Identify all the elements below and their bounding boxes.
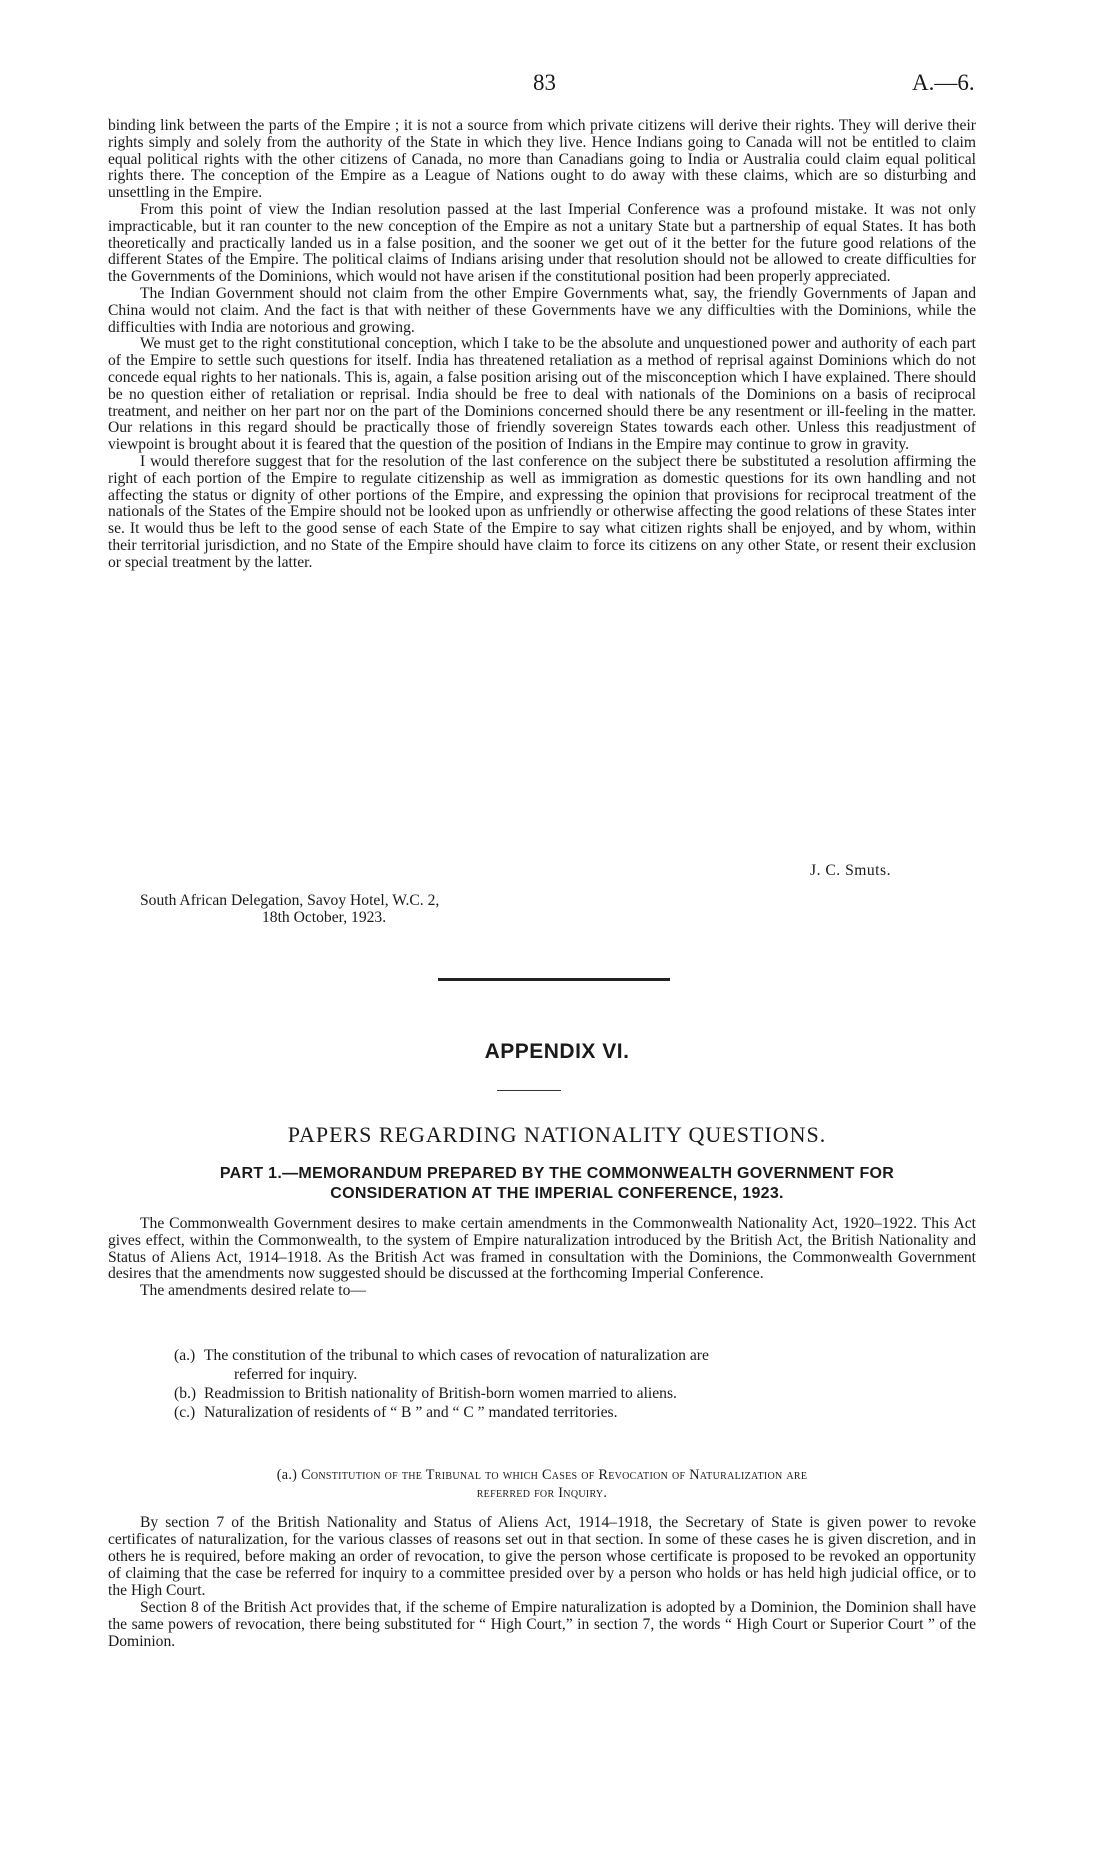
address-line: South African Delegation, Savoy Hotel, W.C. 2, bbox=[140, 892, 440, 909]
section-label: (a.) bbox=[276, 1467, 298, 1483]
smuts-memorandum-text bbox=[108, 118, 976, 572]
paragraph: I would therefore suggest that for the resolution of the last conference on the subject there be substituted a resolution affirming the right of each portion of the Empire to regulate citizenship as well as immigration as domestic questions for its own handling and not affecting the status or dignity of other portions of the Empire, and expressing the opinion that provisions for reciprocal treatment of the nationals of the States of the Empire should not be looked upon as unfriendly or otherwise affecting the good relations of these States inter se. It would thus be left to the good sense of each State of the Empire to say what citizen rights shall be enjoyed, and by whom, within their territorial jurisdiction, and no State of the Empire should have claim to force its citizens on any other State, or resent their exclusion or special treatment by the latter. bbox=[108, 452, 976, 571]
paragraph: From this point of view the Indian resolution passed at the last Imperial Conference was a profound mistake. It was not only impracticable, but it ran counter to the new conception of the Empire as not a unitary State but a partnership of equal States. It has both theoretically and practically landed us in a false position, and the sooner we get out of it the better for the future good relations of the different States of the Empire. The political claims of Indians arising under that resolution should not be allowed to create difficulties for the Governments of the Dominions, which would not have arisen if the constitutional position had been properly appreciated. bbox=[108, 200, 976, 286]
part-title bbox=[100, 1164, 1014, 1204]
list-item bbox=[174, 1346, 974, 1365]
paragraph: The Indian Government should not claim from the other Empire Governments what, say, the friendly Governments of Japan and China would not claim. And the fact is that with neither of these Governments have we any difficulties with the Dominions, while the difficulties with India are notorious and growing. bbox=[108, 284, 976, 336]
address-block bbox=[140, 892, 439, 926]
section-heading-line: referred for Inquiry. bbox=[476, 1485, 608, 1501]
part-title-line: CONSIDERATION AT THE IMPERIAL CONFERENCE, 1923. bbox=[330, 1185, 784, 1202]
section-heading-line: Constitution of the Tribunal to which Cases of Revocation of Naturalization are bbox=[301, 1467, 808, 1483]
list-item bbox=[174, 1384, 974, 1403]
paragraph: By section 7 of the British Nationality and Status of Aliens Act, 1914–1918, the Secretary of State is given power to revoke certificates of naturalization, for the various classes of reasons set out in that section. In some of these cases he is given discretion, and in others he is required, before making an order of revocation, to give the person whose certificate is proposed to be revoked an opportunity of claiming that the case be referred for inquiry to a committee presided over by a person who holds or has held high judicial office, or to the High Court. bbox=[108, 1514, 976, 1599]
commonwealth-memo-text bbox=[108, 1216, 976, 1300]
paragraph: binding link between the parts of the Empire ; it is not a source from which private citizens will derive their rights. They will derive their rights simply and solely from the authority of the State in which they live. Hence Indians going to Canada will not be entitled to claim equal political rights with the other citizens of Canada, no more than Canadians going to India or Australia could claim equal political rights there. The conception of the Empire as a League of Nations ought to do away with these claims, which are so disturbing and unsettling in the Empire. bbox=[108, 117, 976, 202]
list-text: Naturalization of residents of “ B ” and “ C ” mandated territories. bbox=[204, 1404, 618, 1421]
appendix-heading: APPENDIX VI. bbox=[484, 1040, 630, 1063]
section-text bbox=[108, 1514, 976, 1650]
signature: J. C. Smuts. bbox=[810, 862, 891, 879]
list-label: (a.) bbox=[174, 1347, 196, 1364]
paragraph: The amendments desired relate to— bbox=[140, 1282, 367, 1300]
list-item bbox=[174, 1403, 974, 1422]
part-title-line: PART 1.—MEMORANDUM PREPARED BY THE COMMONWEALTH GOVERNMENT FOR bbox=[219, 1165, 895, 1182]
list-label: (b.) bbox=[174, 1385, 197, 1402]
paragraph: Section 8 of the British Act provides that, if the scheme of Empire naturalization is adopted by a Dominion, the Dominion shall have the same powers of revocation, there being substituted for “ High Court,” in section 7, the words “ High Court or Superior Court ” of the Dominion. bbox=[108, 1599, 976, 1650]
amendments-list bbox=[174, 1346, 974, 1422]
paragraph: We must get to the right constitutional conception, which I take to be the absolute and unquestioned power and authority of each part of the Empire to settle such questions for itself. India has threatened retaliation as a method of reprisal against Dominions which do not concede equal rights to her nationals. This is, again, a false position arising out of the misconception which I have explained. There should be no question either of retaliation or reprisal. India should be free to deal with nationals of the Dominions on a basis of reciprocal treatment, and neither on her part nor on the part of the Dominions concerned should there be any resentment or ill-feeling in the matter. Our relations in this regard should be practically those of friendly sovereign States towards each other. Unless this readjustment of viewpoint is brought about it is feared that the question of the position of Indians in the Empire may continue to grow in gravity. bbox=[108, 335, 976, 454]
paragraph: The Commonwealth Government desires to make certain amendments in the Commonwealth Nationality Act, 1920–1922. This Act gives effect, within the Commonwealth, to the system of Empire naturalization introduced by the British Act, the British Nationality and Status of Aliens Act, 1914–1918. As the British Act was framed in consultation with the Dominions, the Commonwealth Government desires that the amendments now suggested should be discussed at the forthcoming Imperial Conference. bbox=[108, 1215, 976, 1283]
list-label: (c.) bbox=[174, 1404, 196, 1421]
list-text: The constitution of the tribunal to which cases of revocation of naturalization are bbox=[204, 1347, 709, 1364]
date-line: 18th October, 1923. bbox=[262, 909, 387, 926]
section-divider bbox=[438, 978, 670, 981]
list-item-continuation: referred for inquiry. bbox=[234, 1366, 358, 1383]
heading-rule bbox=[497, 1090, 561, 1091]
section-heading bbox=[108, 1466, 976, 1502]
document-reference: A.—6. bbox=[912, 70, 975, 95]
papers-title: PAPERS REGARDING NATIONALITY QUESTIONS. bbox=[287, 1122, 827, 1147]
list-text: Readmission to British nationality of British-born women married to aliens. bbox=[204, 1385, 677, 1402]
page-number: 83 bbox=[533, 70, 556, 95]
